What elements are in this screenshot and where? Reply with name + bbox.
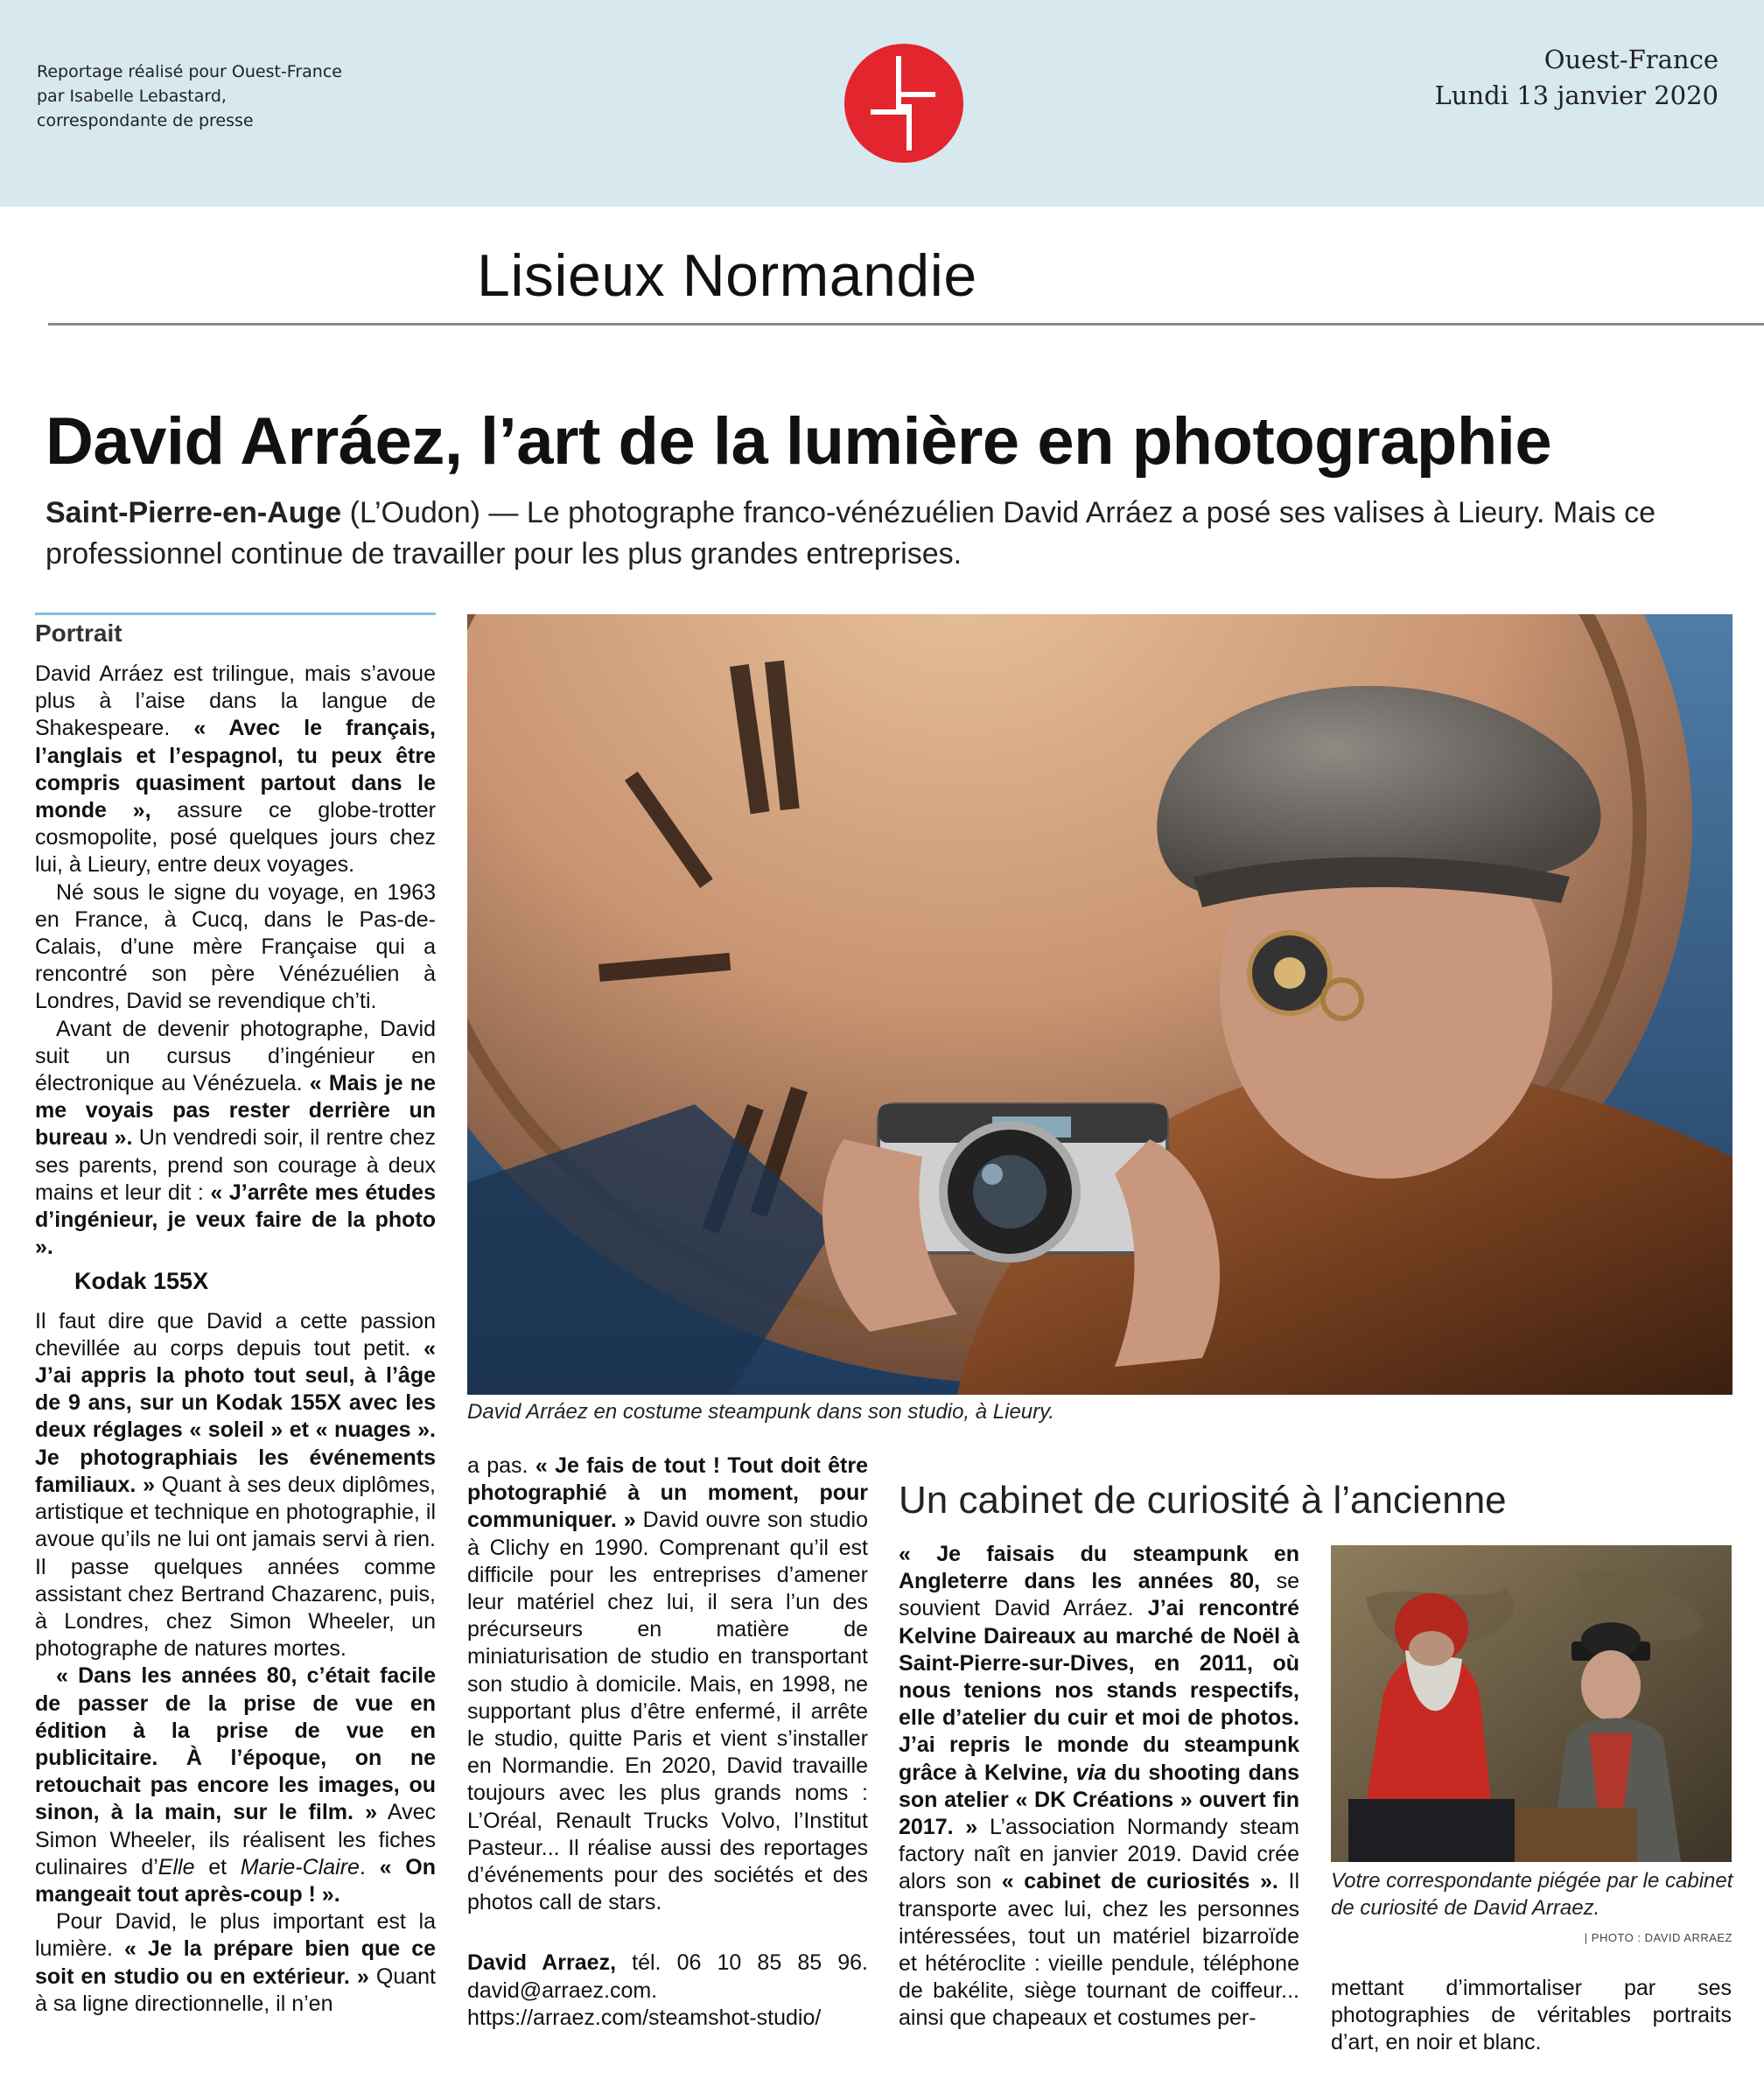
contact-name: David Arraez, — [467, 1950, 617, 1976]
article-column-4 — [1331, 1975, 1732, 2057]
ouest-france-logo-icon — [844, 44, 963, 163]
text-run: Il faut dire que David a cette passion chevillée au corps depuis tout petit. — [35, 1308, 436, 1361]
paragraph — [35, 1662, 436, 1908]
paragraph — [35, 1308, 436, 1663]
text-run: . — [359, 1854, 380, 1880]
text-run: David ouvre son studio à Clichy en 1990. Comprenant qu’il est difficile pour les entreprises d’amener leur matériel chez lui, il sera l’un des précurseurs en matière de miniaturisation de studio en transportant son studio à domicile. Mais, en 1998, ne supportant plus d’être enfermé, il arrête le studio, quitte Paris et vient s’installer en Normandie. En 2020, David travaille toujours avec les plus grands noms : L’Oréal, Renault Trucks Volvo, l’Institut Pasteur... Il réalise aussi des reportages d’événements pour des sociétés et des photos call de stars. — [467, 1508, 868, 1915]
paragraph — [467, 1452, 868, 1916]
article-subtitle: Un cabinet de curiosité à l’ancienne — [899, 1479, 1507, 1522]
section-title: Lisieux Normandie — [477, 242, 977, 309]
contact-details: tél. 06 10 85 85 96. david@arraez.com. https://arraez.com/steamshot-studio/ — [467, 1950, 868, 2030]
paragraph — [899, 1541, 1299, 2033]
standfirst-subplace: (L’Oudon) — — [341, 496, 527, 529]
paragraph: mettant d’immortaliser par ses photographies de véritables portraits d’art, en noir et blanc. — [1331, 1976, 1732, 2055]
standfirst-text: Le photographe franco-vénézuélien David Arráez a posé ses valises à Lieury. Mais ce professionnel continue de travailler pour les plus grandes entreprises. — [46, 496, 1656, 570]
text-run: Avec Simon Wheeler, ils réalisent les fiches culinaires d’ — [35, 1800, 437, 1880]
quote: « cabinet de curiosités ». — [1001, 1869, 1278, 1894]
text-run: Pour David, le plus important est la lumière. — [35, 1909, 436, 1962]
quote: « J’ai appris la photo tout seul, à l’âge de 9 ans, sur un Kodak 155X avec les deux réglages « soleil » et « nuages ». Je photographiais les événements familiaux. » — [35, 1335, 436, 1497]
text-run: L’association Normandy steam factory naît en janvier 2019. David crée alors son — [899, 1815, 1299, 1894]
article-column-2 — [467, 1452, 868, 2032]
text-run: Un vendredi soir, il rentre chez ses parents, prend son courage à deux mains et leur dit : — [35, 1125, 436, 1205]
text-run: assure ce globe-trotter cosmopolite, posé quelques jours chez lui, à Lieury, entre deux voyages. — [35, 798, 436, 878]
magazine-name: Marie-Claire — [240, 1854, 360, 1880]
quote — [899, 1596, 1299, 1839]
quote: « Je fais de tout ! Tout doit être photographié à un moment, pour communiquer. » — [467, 1453, 868, 1533]
paragraph — [35, 661, 436, 879]
quote: « Je faisais du steampunk en Angleterre dans les années 80, — [899, 1542, 1299, 1594]
paragraph: Né sous le signe du voyage, en 1963 en France, à Cucq, dans le Pas-de-Calais, d’une mère Française qui a rencontré son père Vénézuélien à Londres, David se revendique ch’ti. — [35, 879, 436, 1014]
text-run: du shooting dans son atelier « DK Créations » ouvert fin 2017. » — [899, 1760, 1300, 1840]
text-run: et — [194, 1854, 241, 1880]
quote: « Dans les années 80, c’était facile de passer de la prise de vue en édition à la prise de vue en publicitaire. À l’époque, on ne retouchait pas encore les images, ou sinon, à la main, sur le film. » — [35, 1663, 436, 1825]
secondary-photo — [1331, 1545, 1732, 1862]
text-run: Il transporte avec lui, chez les personnes intéressées, tout un matériel bizarroïde et hétéroclite : vieille pendule, téléphone de bakélite, siège tournant de coiffeur... ainsi que chapeaux et costumes per- — [899, 1869, 1299, 2031]
paragraph — [35, 1016, 436, 1262]
article-column-3 — [899, 1541, 1299, 2033]
main-photo-caption: David Arráez en costume steampunk dans son studio, à Lieury. — [467, 1400, 1055, 1424]
magazine-name: Elle — [158, 1854, 195, 1880]
secondary-photo-caption: Votre correspondante piégée par le cabinet de curiosité de David Arraez. — [1331, 1869, 1733, 1920]
quote: « Avec le français, l’anglais et l’espagnol, tu peux être compris quasiment partout dans le monde », — [35, 716, 436, 823]
photo-credit: | PHOTO : DAVID ARRAEZ — [1584, 1931, 1732, 1944]
quote: « Je la prépare bien que ce soit en studio ou en extérieur. » — [35, 1936, 437, 1989]
section-divider — [48, 323, 1764, 326]
main-photo — [467, 614, 1732, 1395]
text-run: a pas. — [467, 1453, 536, 1478]
text-run: David Arráez est trilingue, mais s’avoue plus à l’aise dans la langue de Shakespeare. — [35, 662, 436, 741]
credit-line: correspondante de presse — [37, 111, 254, 130]
article-subhead: Kodak 155X — [74, 1268, 209, 1295]
publication-name: Ouest-France — [1544, 45, 1718, 74]
paragraph — [35, 1908, 436, 2018]
standfirst-place: Saint-Pierre-en-Auge — [46, 496, 342, 529]
credit-line: par Isabelle Lebastard, — [37, 87, 227, 106]
article-column-1 — [35, 661, 436, 2018]
steampunk-photographer-photo — [467, 614, 1732, 1395]
text-run: se souvient David Arráez. — [899, 1569, 1299, 1621]
contact-info — [467, 1950, 868, 2032]
quote: « Mais je ne me voyais pas rester derrière un bureau ». — [35, 1071, 436, 1151]
text-run: via — [1075, 1760, 1107, 1785]
article-standfirst — [46, 493, 1690, 575]
rubric-rule — [35, 612, 436, 615]
quote: « On mangeait tout après-coup ! ». — [35, 1854, 436, 1907]
publication-date: Lundi 13 janvier 2020 — [1434, 80, 1718, 110]
article-headline: David Arráez, l’art de la lumière en photographie — [46, 404, 1552, 479]
publication-info — [1435, 42, 1718, 114]
credit-line: Reportage réalisé pour Ouest-France — [37, 62, 342, 81]
curiosity-cabinet-photo — [1331, 1545, 1732, 1862]
text-run: Quant à sa ligne directionnelle, il n’en — [35, 1964, 436, 2016]
quote: « J’arrête mes études d’ingénieur, je veux faire de la photo ». — [35, 1180, 436, 1260]
rubric-label: Portrait — [35, 620, 122, 647]
text-run: Quant à ses deux diplômes, artistique et technique en photographie, il avoue qu’ils ne lui ont jamais servi à rien. Il passe quelques années comme assistant chez Bertrand Chazarenc, puis, à Londres, chez Simon Wheeler, un photographe de natures mortes. — [35, 1472, 436, 1662]
reporter-credit — [37, 60, 342, 133]
text-run: Avant de devenir photographe, David suit un cursus d’ingénieur en électronique au Vénézuela. — [35, 1016, 436, 1096]
text-run: J’ai rencontré Kelvine Daireaux au marché de Noël à Saint-Pierre-sur-Dives, en 2011, où nous tenions nos stands respectifs, elle d’atelier du cuir et moi de photos. J’ai repris le monde du steampunk grâce à Kelvine, — [899, 1596, 1299, 1785]
